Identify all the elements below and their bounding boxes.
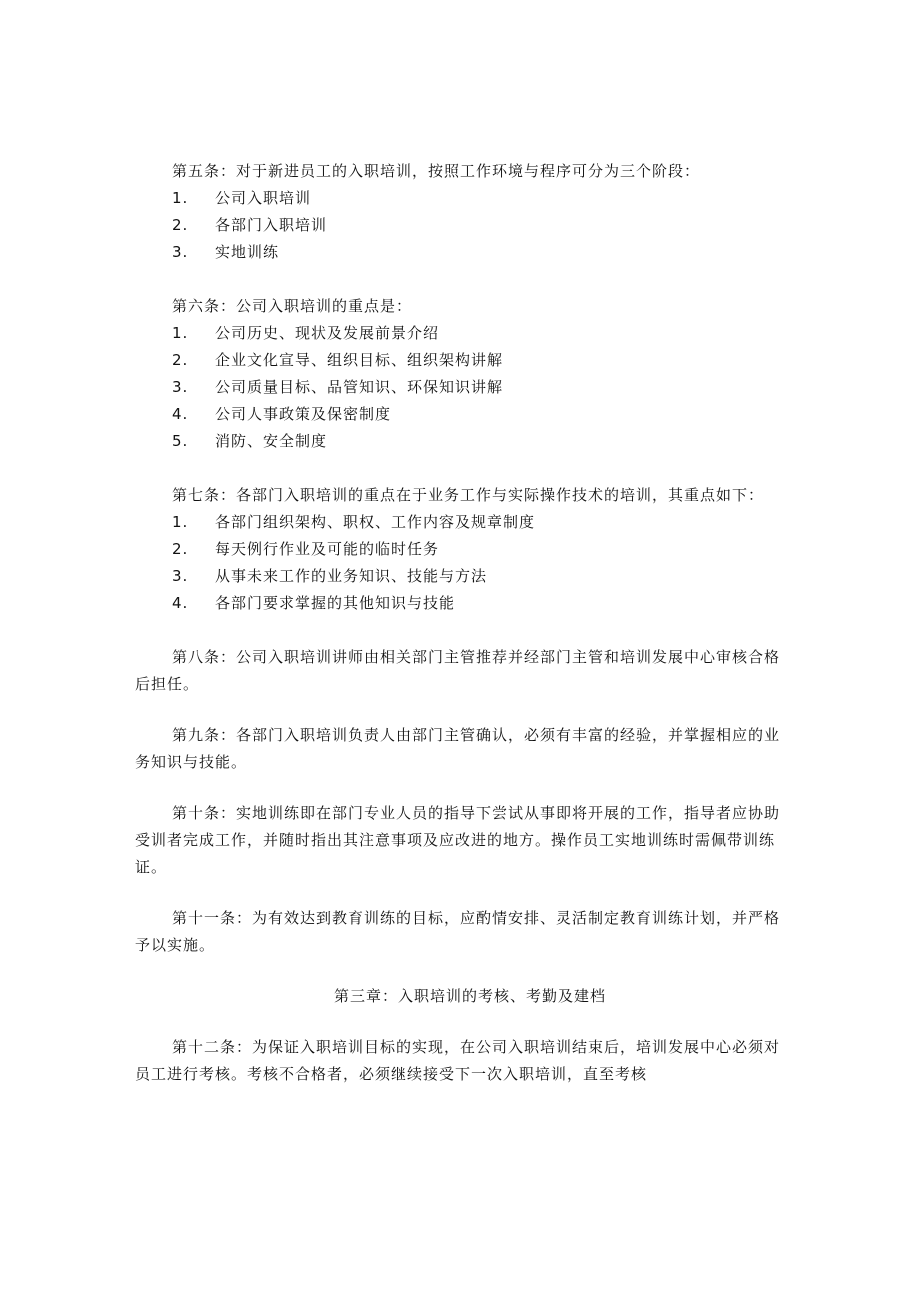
list-text: 各部门要求掌握的其他知识与技能: [215, 594, 456, 612]
list-number: 1.: [172, 513, 189, 531]
spacer: [135, 881, 785, 905]
list-text: 企业文化宣导、组织目标、组织架构讲解: [215, 351, 504, 369]
list-number: 4.: [172, 594, 189, 612]
list-item: [135, 374, 785, 401]
list-number: 2.: [172, 540, 189, 558]
spacer: [135, 455, 785, 482]
article-7-list: [135, 509, 785, 617]
article-8-paragraph: 第八条：公司入职培训讲师由相关部门主管推荐并经部门主管和培训发展中心审核合格后担任。: [135, 648, 781, 693]
article-9-paragraph: 第九条：各部门入职培训负责人由部门主管确认，必须有丰富的经验，并掌握相应的业务知识与技能。: [135, 726, 781, 771]
list-number: 3.: [172, 378, 189, 396]
spacer: [135, 776, 785, 800]
list-item: [135, 320, 785, 347]
list-text: 公司历史、现状及发展前景介绍: [215, 324, 440, 342]
chapter-3-heading: 第三章：入职培训的考核、考勤及建档: [333, 987, 606, 1005]
article-12-paragraph: 第十二条：为保证入职培训目标的实现，在公司入职培训结束后，培训发展中心必须对员工进行考核。考核不合格者，必须继续接受下一次入职培训，直至考核: [135, 1038, 781, 1083]
article-11-paragraph: 第十一条：为有效达到教育训练的目标，应酌情安排、灵活制定教育训练计划，并严格予以实施。: [135, 909, 781, 954]
article-6-list: [135, 320, 785, 455]
list-number: 3.: [172, 243, 189, 261]
list-number: 2.: [172, 351, 189, 369]
article-5-list: [135, 185, 785, 266]
spacer: [135, 698, 785, 722]
article-5-intro: 第五条：对于新进员工的入职培训，按照工作环境与程序可分为三个阶段：: [172, 162, 701, 180]
list-item: [135, 401, 785, 428]
list-number: 3.: [172, 567, 189, 585]
list-number: 2.: [172, 216, 189, 234]
list-item: [135, 563, 785, 590]
list-text: 消防、安全制度: [215, 432, 328, 450]
article-7-intro: 第七条：各部门入职培训的重点在于业务工作与实际操作技术的培训，其重点如下：: [172, 486, 765, 504]
article-10-paragraph: 第十条：实地训练即在部门专业人员的指导下尝试从事即将开展的工作，指导者应协助受训者完成工作，并随时指出其注意事项及应改进的地方。操作员工实地训练时需佩带训练证。: [135, 804, 781, 876]
list-text: 公司入职培训: [215, 189, 312, 207]
spacer: [135, 266, 785, 293]
list-text: 公司人事政策及保密制度: [215, 405, 392, 423]
list-item: [135, 185, 785, 212]
list-number: 1.: [172, 189, 189, 207]
list-item: [135, 509, 785, 536]
list-item: [135, 347, 785, 374]
list-text: 各部门入职培训: [215, 216, 328, 234]
list-item: [135, 428, 785, 455]
list-text: 每天例行作业及可能的临时任务: [215, 540, 440, 558]
list-number: 5.: [172, 432, 189, 450]
list-text: 各部门组织架构、职权、工作内容及规章制度: [215, 513, 536, 531]
document-body: [135, 158, 785, 1088]
list-item: [135, 590, 785, 617]
list-item: [135, 212, 785, 239]
list-item: [135, 239, 785, 266]
spacer: [135, 617, 785, 644]
spacer: [135, 959, 785, 983]
list-text: 从事未来工作的业务知识、技能与方法: [215, 567, 488, 585]
spacer: [135, 1010, 785, 1034]
list-item: [135, 536, 785, 563]
list-number: 1.: [172, 324, 189, 342]
list-number: 4.: [172, 405, 189, 423]
list-text: 公司质量目标、品管知识、环保知识讲解: [215, 378, 504, 396]
article-6-intro: 第六条：公司入职培训的重点是：: [172, 297, 413, 315]
list-text: 实地训练: [215, 243, 280, 261]
